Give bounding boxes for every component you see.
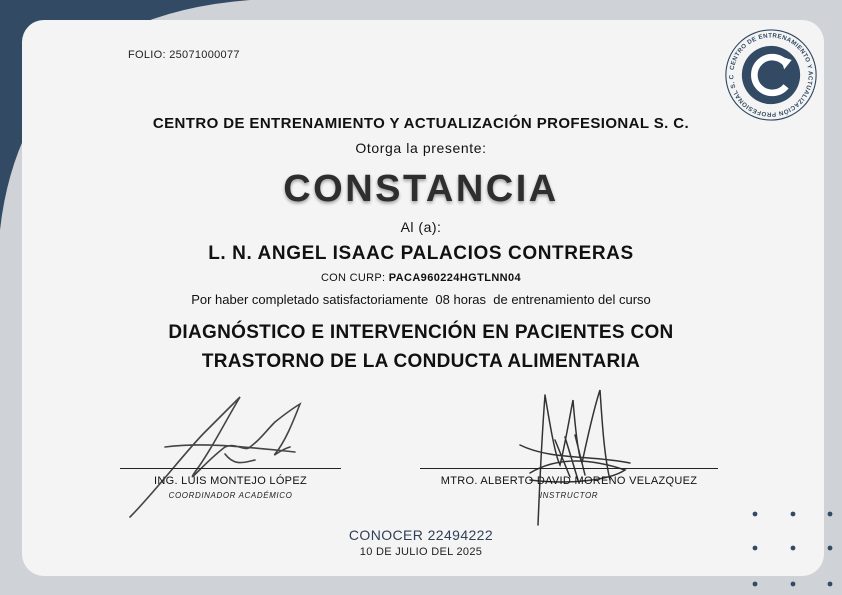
signer-role-left: COORDINADOR ACADÉMICO [168,491,293,500]
granted-text: Otorga la presente: [355,140,487,156]
signature-line-left [120,468,341,469]
dot-pattern-decoration [745,505,842,595]
curp-value: PACA960224HGTLNN04 [388,272,522,284]
completion-text: Por haber completado satisfactoriamente 08 horas de entrenamiento del curso [191,292,651,307]
institution-seal-icon [724,28,818,122]
signature-line-right [420,468,718,469]
signer-role-right: INSTRUCTOR [539,491,599,500]
signer-name-right: MTRO. ALBERTO DAVID MORENO VELAZQUEZ [440,475,698,487]
issue-date: 10 DE JULIO DEL 2025 [359,546,483,558]
institution-name: CENTRO DE ENTRENAMIENTO Y ACTUALIZACIÓN PROFESIONAL S. C. [152,115,690,132]
conocer-number: CONOCER 22494222 [348,527,494,543]
signature-left [125,392,325,522]
course-title [0,318,842,376]
document-title: CONSTANCIA [283,168,559,210]
curp-label: CON CURP: [320,272,386,284]
recipient-name: L. N. ANGEL ISAAC PALACIOS CONTRERAS [208,243,634,264]
course-title-line-2: TRASTORNO DE LA CONDUCTA ALIMENTARIA [201,351,641,372]
folio-number: FOLIO: 25071000077 [128,49,240,61]
recipient-label: Al (a): [400,219,442,235]
signer-name-left: ING. LUIS MONTEJO LÓPEZ [154,475,307,487]
course-title-line-1: DIAGNÓSTICO E INTERVENCIÓN EN PACIENTES CON [168,322,674,343]
svg-text:CENTRO DE ENTRENAMIENTO Y ACTU: CENTRO DE ENTRENAMIENTO Y ACTUALIZACIÓN PROFESIONAL S. C [728,32,814,118]
curp-line [0,272,842,284]
signature-right [510,385,640,530]
